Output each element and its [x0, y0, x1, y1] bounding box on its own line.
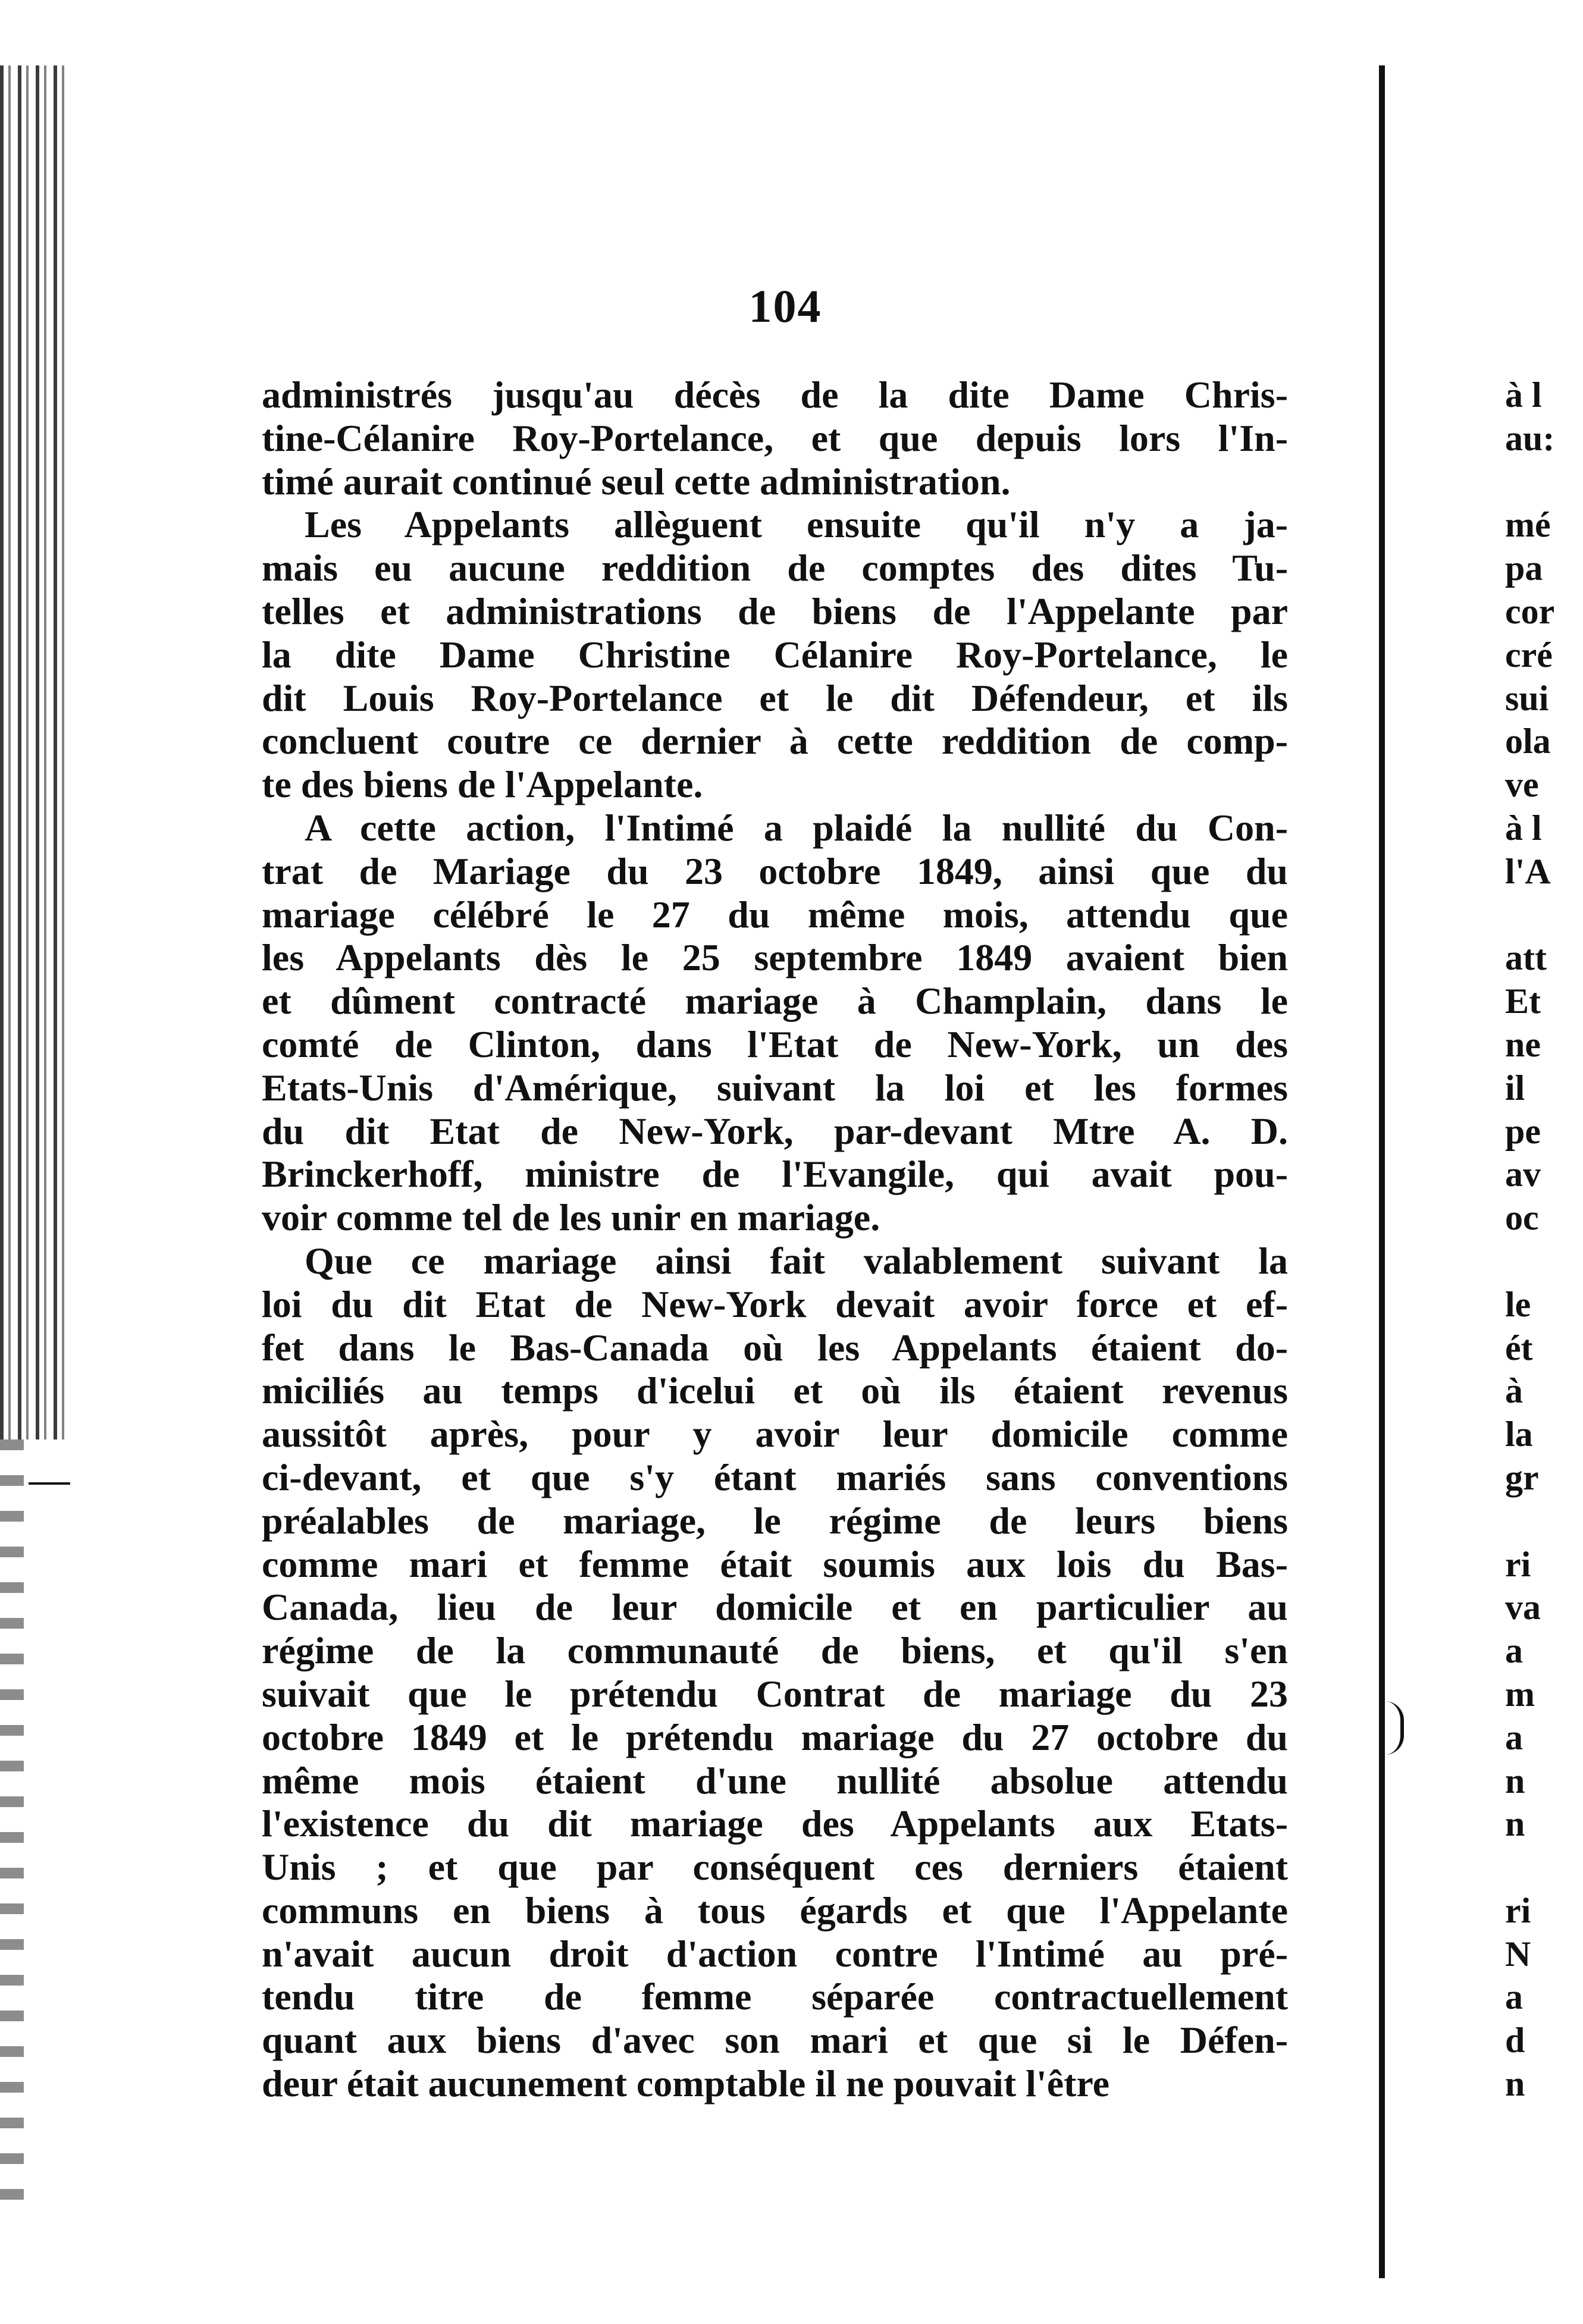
text-line: Unis ; et que par conséquent ces derniers étaient [262, 1846, 1288, 1889]
text-line: concluent coutre ce dernier à cette reddition de comp- [262, 720, 1288, 763]
text-line: dit Louis Roy-Portelance et le dit Défendeur, et ils [262, 676, 1288, 719]
text-line: et dûment contracté mariage à Champlain, dans le [262, 980, 1288, 1023]
adjacent-text-fragment: Et [1505, 981, 1541, 1021]
text-line: mariage célébré le 27 du même mois, attendu que [262, 893, 1288, 936]
adjacent-text-fragment [1505, 460, 1583, 504]
adjacent-text-fragment [1505, 1240, 1583, 1283]
adjacent-text-fragment: n [1505, 2064, 1525, 2104]
text-line: fet dans le Bas-Canada où les Appelants étaient do- [262, 1326, 1288, 1369]
binding-gutter-lower [0, 1439, 24, 2213]
text-line: Que ce mariage ainsi fait valablement suivant la [305, 1239, 1288, 1282]
adjacent-text-fragment: att [1505, 938, 1547, 978]
text-line: tine-Célanire Roy-Portelance, et que depuis lors l'In- [262, 416, 1288, 459]
adjacent-text-fragment: a [1505, 1977, 1523, 2017]
text-line: octobre 1849 et le prétendu mariage du 27 octobre du [262, 1715, 1288, 1758]
adjacent-text-fragment: n [1505, 1761, 1525, 1801]
text-line: mais eu aucune reddition de comptes des dites Tu- [262, 547, 1288, 589]
text-line: ci-devant, et que s'y étant mariés sans conventions [262, 1456, 1288, 1498]
text-line: comté de Clinton, dans l'Etat de New-York, un des [262, 1023, 1288, 1065]
text-line: miciliés au temps d'icelui et où ils étaient revenus [262, 1369, 1288, 1412]
adjacent-text-fragment: le [1505, 1284, 1531, 1324]
adjacent-text-fragment: ét [1505, 1328, 1533, 1368]
adjacent-text-fragment: gr [1505, 1457, 1539, 1497]
text-line: telles et administrations de biens de l'Appelante par [262, 589, 1288, 632]
adjacent-text-fragment: à l [1505, 375, 1542, 415]
adjacent-text-fragment: à [1505, 1371, 1523, 1411]
adjacent-text-fragment: sui [1505, 678, 1549, 718]
page-fold-bump [1385, 1701, 1404, 1755]
adjacent-page-column [1505, 374, 1583, 2106]
adjacent-text-fragment: m [1505, 1674, 1535, 1714]
page-fold-line [1379, 65, 1385, 2278]
text-line: comme mari et femme était soumis aux lois du Bas- [262, 1542, 1288, 1585]
text-line: n'avait aucun droit d'action contre l'Intimé au pré- [262, 1932, 1288, 1975]
text-line: la dite Dame Christine Célanire Roy-Portelance, le [262, 633, 1288, 676]
adjacent-text-fragment: à l [1505, 808, 1542, 848]
text-line: trat de Mariage du 23 octobre 1849, ainsi que du [262, 849, 1288, 892]
page-number: 104 [748, 280, 822, 332]
adjacent-text-fragment: av [1505, 1155, 1541, 1194]
text-line: Etats-Unis d'Amérique, suivant la loi et les formes [262, 1066, 1288, 1109]
adjacent-text-fragment: pa [1505, 548, 1543, 588]
text-line: administrés jusqu'au décès de la dite Dame Chris- [262, 374, 1288, 416]
adjacent-text-fragment: a [1505, 1717, 1523, 1757]
adjacent-text-fragment [1505, 893, 1583, 937]
text-line: même mois étaient d'une nullité absolue attendu [262, 1759, 1288, 1802]
main-text-column [262, 374, 1288, 2106]
text-line: A cette action, l'Intimé a plaidé la nullité du Con- [305, 806, 1288, 849]
adjacent-text-fragment: va [1505, 1588, 1541, 1627]
adjacent-text-fragment: ri [1505, 1544, 1531, 1584]
adjacent-text-fragment: a [1505, 1631, 1523, 1671]
adjacent-text-fragment [1505, 1500, 1583, 1543]
adjacent-text-fragment: cor [1505, 591, 1555, 631]
text-line: Canada, lieu de leur domicile et en particulier au [262, 1586, 1288, 1629]
text-line: voir comme tel de les unir en mariage. [262, 1196, 880, 1239]
adjacent-text-fragment: au: [1505, 418, 1555, 458]
adjacent-text-fragment: d [1505, 2021, 1525, 2060]
adjacent-text-fragment: oc [1505, 1198, 1539, 1238]
binding-gutter [0, 65, 71, 1439]
text-line: Brinckerhoff, ministre de l'Evangile, qui avait pou- [262, 1153, 1288, 1196]
gutter-mark [29, 1482, 70, 1485]
text-line: communs en biens à tous égards et que l'Appelante [262, 1889, 1288, 1931]
adjacent-text-fragment: N [1505, 1934, 1531, 1974]
adjacent-text-fragment: ola [1505, 722, 1551, 761]
adjacent-text-fragment: l'A [1505, 851, 1551, 891]
adjacent-text-fragment [1505, 1846, 1583, 1889]
text-line: préalables de mariage, le régime de leurs biens [262, 1499, 1288, 1542]
text-line: aussitôt après, pour y avoir leur domicile comme [262, 1413, 1288, 1456]
adjacent-text-fragment: cré [1505, 635, 1553, 675]
text-line: l'existence du dit mariage des Appelants aux Etats- [262, 1802, 1288, 1845]
text-line: loi du dit Etat de New-York devait avoir force et ef- [262, 1282, 1288, 1325]
adjacent-text-fragment: la [1505, 1415, 1533, 1454]
adjacent-text-fragment: ri [1505, 1890, 1531, 1930]
text-line: du dit Etat de New-York, par-devant Mtre A. D. [262, 1109, 1288, 1152]
adjacent-text-fragment: ve [1505, 765, 1539, 805]
text-line: suivait que le prétendu Contrat de mariage du 23 [262, 1672, 1288, 1715]
adjacent-text-fragment: mé [1505, 505, 1551, 545]
adjacent-text-fragment: il [1505, 1068, 1525, 1108]
text-line: Les Appelants allèguent ensuite qu'il n'y a ja- [305, 503, 1288, 546]
text-line: régime de la communauté de biens, et qu'il s'en [262, 1629, 1288, 1672]
text-line: deur était aucunement comptable il ne pouvait l'être [262, 2062, 1110, 2105]
adjacent-text-fragment: ne [1505, 1024, 1541, 1064]
adjacent-text-fragment: n [1505, 1804, 1525, 1844]
text-line: te des biens de l'Appelante. [262, 763, 703, 806]
text-line: timé aurait continué seul cette administration. [262, 460, 1011, 503]
adjacent-text-fragment: pe [1505, 1111, 1541, 1151]
text-line: quant aux biens d'avec son mari et que si le Défen- [262, 2019, 1288, 2062]
text-line: tendu titre de femme séparée contractuellement [262, 1975, 1288, 2018]
text-line: les Appelants dès le 25 septembre 1849 avaient bien [262, 936, 1288, 979]
